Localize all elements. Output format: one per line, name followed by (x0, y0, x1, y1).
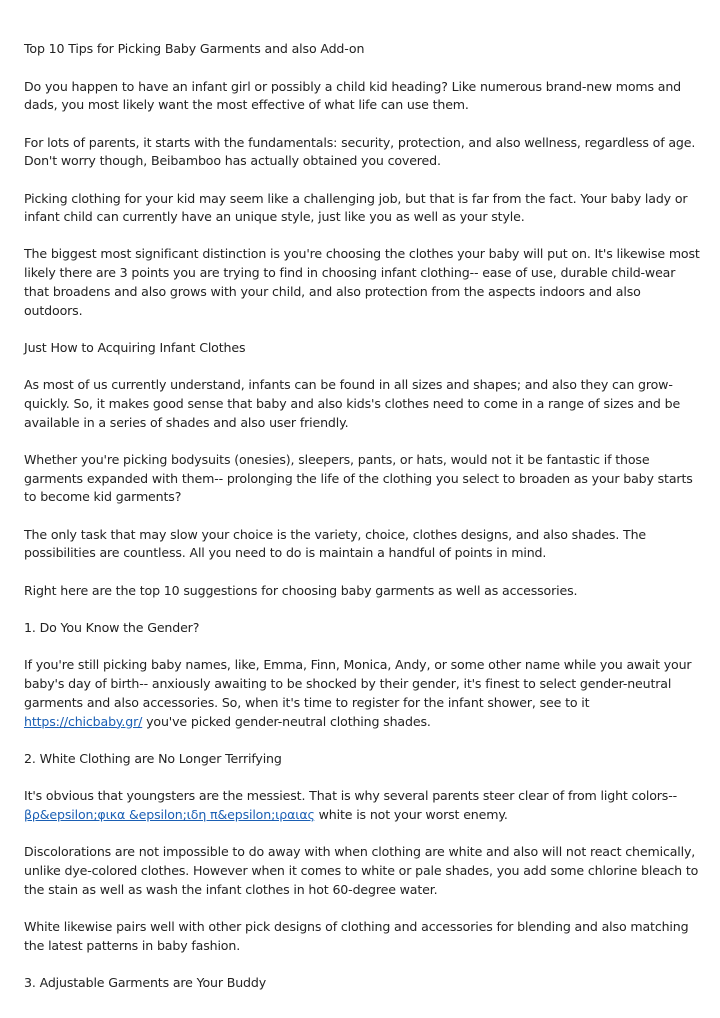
intro-paragraph-4: The biggest most significant distinction is you're choosing the clothes your baby will put on. It's likewise most likely there are 3 points you are trying to find in choosing infant clothing-- ease of use, durable child-wear that broadens and also grows with your child, and also protection from the aspects indoors and also outdoors. (24, 246, 700, 318)
tip-2-heading: 2. White Clothing are No Longer Terrifying (24, 750, 282, 766)
section-paragraph-2: Whether you're picking bodysuits (onesies), sleepers, pants, or hats, would not it be fantastic if those garments expanded with them-- prolonging the life of the clothing you select to broaden as your baby starts to become kid garments? (24, 452, 693, 505)
section-heading: Just How to Acquiring Infant Clothes (24, 339, 246, 355)
tip-2-text-before: It's obvious that youngsters are the messiest. That is why several parents steer clear of from light colors-- (24, 788, 678, 804)
intro-paragraph-2: For lots of parents, it starts with the fundamentals: security, protection, and also wellness, regardless of age. Don't worry though, Beibamboo has actually obtained you covered. (24, 134, 696, 169)
intro-paragraph-1: Do you happen to have an infant girl or possibly a child kid heading? Like numerous brand-new moms and dads, you most likely want the most effective of what life can use them. (24, 78, 682, 113)
article-title: Top 10 Tips for Picking Baby Garments and also Add-on (24, 41, 365, 56)
tip-1-paragraph (24, 656, 700, 731)
section-paragraph-3: The only task that may slow your choice is the variety, choice, clothes designs, and also shades. The possibilities are countless. All you need to do is maintain a handful of points in mind. (24, 526, 647, 561)
section-paragraph-1: As most of us currently understand, infants can be found in all sizes and shapes; and also they can grow-quickly. So, it makes good sense that baby and also kids's clothes need to come in a range of sizes and be available in a series of shades and also user friendly. (24, 377, 681, 430)
section-paragraph-4: Right here are the top 10 suggestions for choosing baby garments as well as accessories. (24, 582, 578, 598)
tip-2-text-after: white is not your worst enemy. (314, 807, 508, 823)
tip-3-heading: 3. Adjustable Garments are Your Buddy (24, 974, 267, 990)
tip-2-paragraph-2: Discolorations are not impossible to do away with when clothing are white and also will not react chemically, unlike dye-colored clothes. However when it comes to white or pale shades, you add some chlorine bleach to the stain as well as wash the infant clothes in hot 60-degree water. (24, 844, 699, 897)
tip-2-paragraph-3: White likewise pairs well with other pick designs of clothing and accessories for blending and also matching the latest patterns in baby fashion. (24, 919, 689, 953)
tip-2-paragraph-1 (24, 787, 700, 824)
article-body (24, 40, 700, 1012)
greek-shop-link[interactable]: βρ&epsilon;φικα &epsilon;ιδη π&epsilon;ιραιας (24, 807, 315, 823)
chicbaby-link[interactable]: https://chicbaby.gr/ (24, 713, 143, 729)
intro-paragraph-3: Picking clothing for your kid may seem like a challenging job, but that is far from the fact. Your baby lady or infant child can currently have an unique style, just like you as well as your style. (24, 190, 688, 225)
tip-1-text-after: you've picked gender-neutral clothing shades. (142, 713, 431, 729)
tip-1-heading: 1. Do You Know the Gender? (24, 619, 200, 635)
tip-1-text-before: If you're still picking baby names, like, Emma, Finn, Monica, Andy, or some other name while you await your baby's day of birth-- anxiously awaiting to be shocked by their gender, it's finest to select gender-neutral garments and also accessories. So, when it's time to register for the infant shower, see to it (24, 657, 692, 710)
